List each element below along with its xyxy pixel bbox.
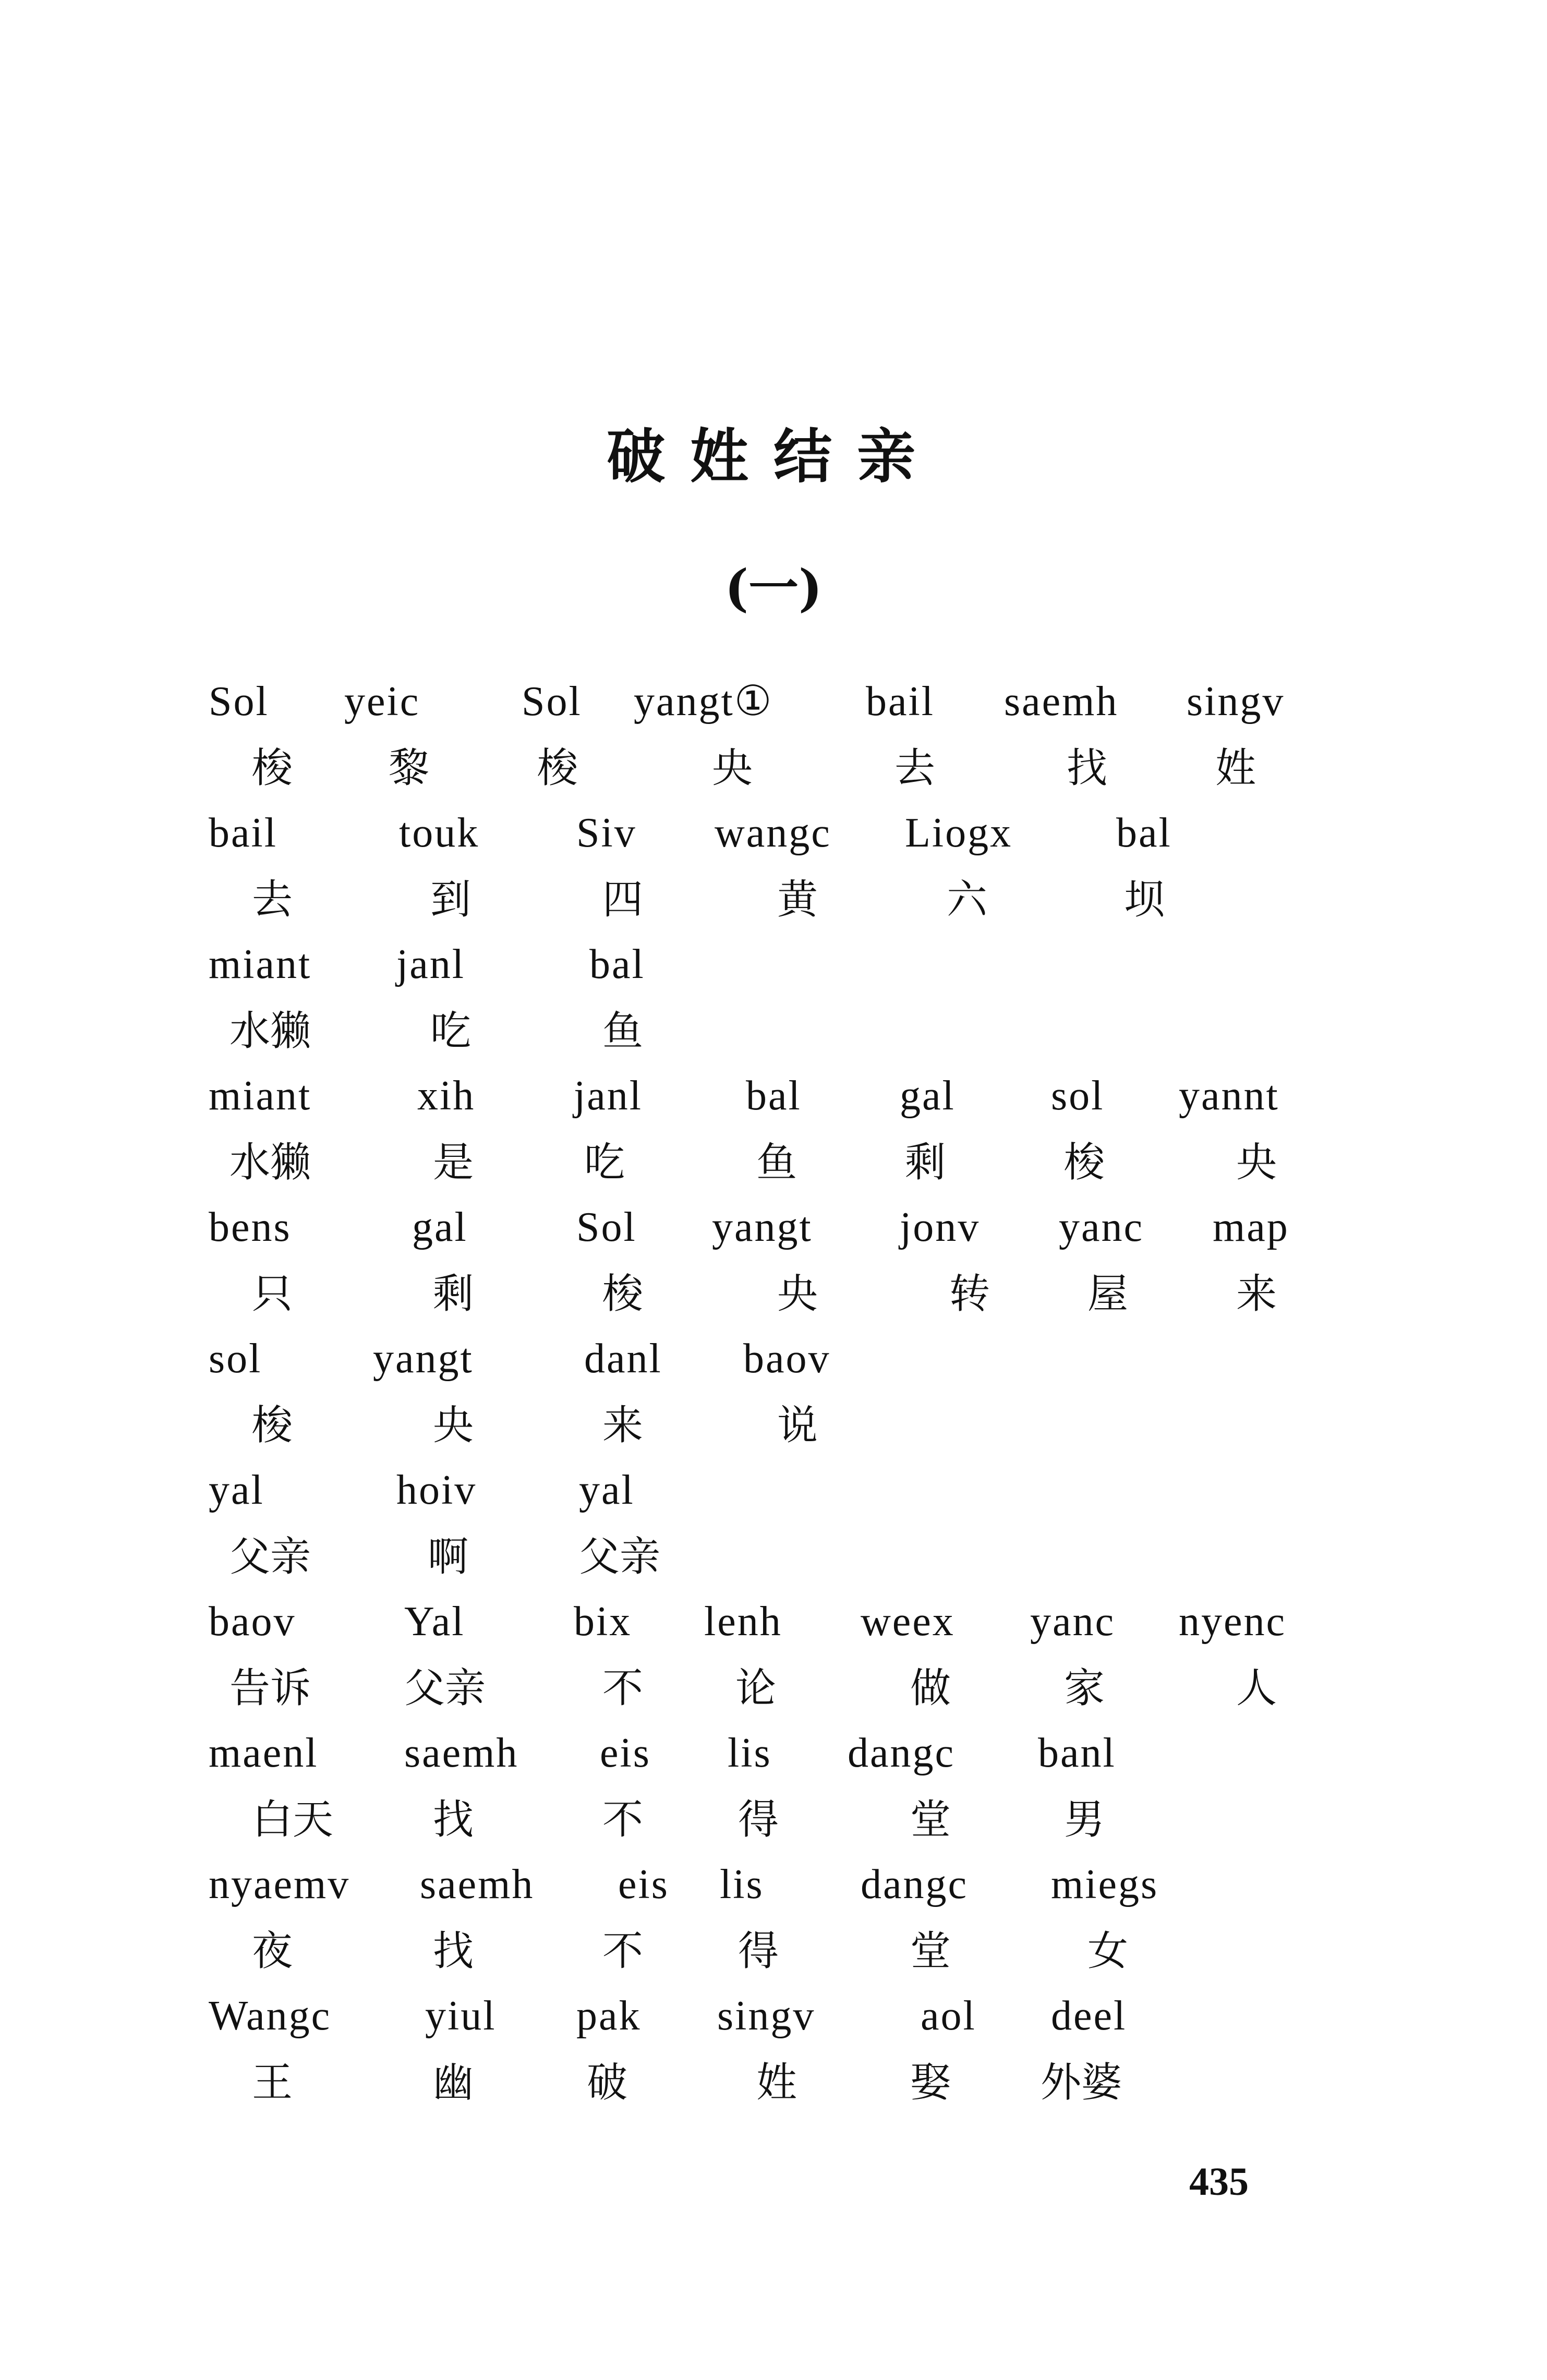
hanzi-gloss: 家 [1064, 1665, 1105, 1712]
latin-word: yangt① [634, 679, 774, 724]
hanzi-gloss: 不 [602, 1796, 644, 1843]
hanzi-gloss: 找 [1067, 745, 1108, 792]
latin-line [0, 1067, 1547, 1125]
hanzi-line [0, 1791, 1547, 1849]
hanzi-gloss: 黄 [777, 876, 818, 923]
page-number: 435 [1189, 2160, 1249, 2204]
hanzi-gloss: 王 [252, 2059, 293, 2106]
hanzi-gloss: 剩 [433, 1271, 474, 1318]
latin-word: yanc [1030, 1599, 1116, 1645]
hanzi-gloss: 梭 [1064, 1139, 1105, 1186]
latin-word: yiul [425, 1993, 497, 2039]
latin-word: yangt [712, 1204, 813, 1250]
latin-line [0, 1199, 1547, 1256]
hanzi-gloss: 堂 [910, 1928, 951, 1975]
latin-line [0, 1593, 1547, 1650]
latin-word: bal [746, 1073, 802, 1119]
hanzi-gloss: 找 [433, 1796, 474, 1843]
latin-word: dangc [848, 1730, 956, 1776]
latin-word: xih [417, 1073, 476, 1119]
latin-word: Yal [404, 1599, 465, 1645]
latin-word: pak [576, 1993, 642, 2039]
latin-word: miant [209, 941, 312, 987]
latin-word: baov [743, 1336, 831, 1382]
hanzi-line [0, 1265, 1547, 1323]
hanzi-line [0, 1002, 1547, 1060]
hanzi-gloss: 说 [777, 1402, 818, 1449]
latin-word: Wangc [209, 1993, 332, 2039]
hanzi-gloss: 人 [1236, 1665, 1277, 1712]
latin-word: hoiv [396, 1467, 477, 1513]
latin-word: yangt [373, 1336, 474, 1382]
hanzi-gloss: 不 [602, 1665, 644, 1712]
latin-word: miant [209, 1073, 312, 1119]
latin-word: saemh [420, 1862, 535, 1907]
latin-word: Siv [576, 810, 637, 856]
latin-word: Liogx [905, 810, 1013, 856]
section-number: (一) [724, 559, 823, 618]
hanzi-gloss: 来 [602, 1402, 644, 1449]
hanzi-gloss: 央 [1236, 1139, 1277, 1186]
hanzi-gloss: 鱼 [602, 1008, 644, 1055]
latin-word: bail [209, 810, 277, 856]
latin-line [0, 1987, 1547, 2045]
latin-word: dangc [861, 1862, 969, 1907]
latin-word: yal [209, 1467, 264, 1513]
hanzi-gloss: 白天 [252, 1796, 334, 1843]
latin-word: eis [600, 1730, 651, 1776]
hanzi-gloss: 外婆 [1041, 2059, 1122, 2106]
latin-word: gal [412, 1204, 468, 1250]
hanzi-gloss: 转 [949, 1271, 990, 1318]
hanzi-line [0, 1923, 1547, 1980]
latin-word: sol [209, 1336, 262, 1382]
latin-word: janl [574, 1073, 643, 1119]
hanzi-gloss: 梭 [602, 1271, 644, 1318]
hanzi-gloss: 梭 [537, 745, 578, 792]
latin-word: bix [574, 1599, 632, 1645]
hanzi-gloss: 论 [735, 1665, 777, 1712]
hanzi-gloss: 告诉 [229, 1665, 311, 1712]
hanzi-gloss: 父亲 [579, 1533, 661, 1580]
hanzi-line [0, 740, 1547, 797]
latin-word: bal [1116, 810, 1172, 856]
latin-word: lenh [704, 1599, 782, 1645]
latin-word: jonv [900, 1204, 981, 1250]
hanzi-gloss: 剩 [905, 1139, 946, 1186]
hanzi-gloss: 做 [910, 1665, 951, 1712]
hanzi-gloss: 得 [738, 1928, 779, 1975]
hanzi-gloss: 黎 [389, 745, 430, 792]
hanzi-gloss: 屋 [1087, 1271, 1129, 1318]
hanzi-gloss: 得 [738, 1796, 779, 1843]
latin-word: banl [1038, 1730, 1116, 1776]
latin-word: Sol [522, 679, 582, 724]
latin-word: singv [1187, 679, 1285, 724]
hanzi-gloss: 破 [587, 2059, 628, 2106]
hanzi-gloss: 去 [895, 745, 936, 792]
latin-word: singv [717, 1993, 816, 2039]
hanzi-gloss: 四 [602, 876, 644, 923]
hanzi-gloss: 只 [252, 1271, 293, 1318]
hanzi-gloss: 鱼 [756, 1139, 797, 1186]
hanzi-gloss: 是 [433, 1139, 474, 1186]
latin-word: sol [1051, 1073, 1105, 1119]
latin-word: eis [618, 1862, 669, 1907]
latin-word: bail [866, 679, 935, 724]
hanzi-gloss: 女 [1087, 1928, 1129, 1975]
hanzi-gloss: 姓 [1215, 745, 1256, 792]
hanzi-gloss: 父亲 [229, 1533, 311, 1580]
latin-word: saemh [404, 1730, 519, 1776]
hanzi-gloss: 夜 [252, 1928, 293, 1975]
latin-word: bal [589, 941, 645, 987]
latin-word: nyaemv [209, 1862, 351, 1907]
hanzi-gloss: 娶 [910, 2059, 951, 2106]
latin-word: gal [900, 1073, 956, 1119]
latin-word: lis [728, 1730, 772, 1776]
hanzi-gloss: 六 [947, 876, 988, 923]
hanzi-gloss: 水獭 [229, 1008, 311, 1055]
latin-word: wangc [715, 810, 831, 856]
latin-word: Sol [576, 1204, 637, 1250]
latin-word: maenl [209, 1730, 319, 1776]
latin-word: yal [579, 1467, 635, 1513]
hanzi-line [0, 2054, 1547, 2111]
hanzi-line [0, 1528, 1547, 1586]
latin-line [0, 673, 1547, 730]
page-title: 破姓结亲 [607, 423, 940, 491]
hanzi-gloss: 梭 [252, 745, 293, 792]
latin-word: miegs [1051, 1862, 1159, 1907]
latin-word: danl [584, 1336, 662, 1382]
hanzi-gloss: 姓 [756, 2059, 797, 2106]
latin-line [0, 936, 1547, 993]
hanzi-gloss: 梭 [252, 1402, 293, 1449]
latin-word: yannt [1179, 1073, 1279, 1119]
hanzi-gloss: 男 [1064, 1796, 1105, 1843]
latin-word: yanc [1059, 1204, 1144, 1250]
hanzi-gloss: 央 [433, 1402, 474, 1449]
hanzi-gloss: 幽 [433, 2059, 474, 2106]
latin-word: bens [209, 1204, 292, 1250]
hanzi-gloss: 到 [430, 876, 472, 923]
latin-word: nyenc [1179, 1599, 1287, 1645]
hanzi-gloss: 坝 [1124, 876, 1165, 923]
hanzi-line [0, 1660, 1547, 1717]
latin-word: lis [720, 1862, 764, 1907]
latin-word: Sol [209, 679, 269, 724]
latin-word: janl [396, 941, 465, 987]
latin-line [0, 1461, 1547, 1519]
hanzi-gloss: 父亲 [404, 1665, 486, 1712]
hanzi-gloss: 去 [252, 876, 293, 923]
latin-word: saemh [1004, 679, 1119, 724]
hanzi-line [0, 1397, 1547, 1454]
hanzi-gloss: 吃 [584, 1139, 625, 1186]
hanzi-gloss: 堂 [910, 1796, 951, 1843]
hanzi-line [0, 1134, 1547, 1191]
latin-line [0, 1330, 1547, 1387]
hanzi-gloss: 水獭 [229, 1139, 311, 1186]
hanzi-gloss: 吃 [430, 1008, 472, 1055]
latin-line [0, 1724, 1547, 1782]
latin-word: weex [861, 1599, 955, 1645]
latin-word: baov [209, 1599, 296, 1645]
latin-word: aol [921, 1993, 976, 2039]
hanzi-gloss: 不 [602, 1928, 644, 1975]
latin-word: yeic [344, 679, 420, 724]
hanzi-gloss: 央 [712, 745, 753, 792]
latin-word: map [1213, 1204, 1289, 1250]
latin-word: deel [1051, 1993, 1127, 2039]
hanzi-gloss: 来 [1236, 1271, 1277, 1318]
hanzi-gloss: 啊 [428, 1533, 469, 1580]
hanzi-gloss: 找 [433, 1928, 474, 1975]
hanzi-gloss: 央 [777, 1271, 818, 1318]
hanzi-line [0, 871, 1547, 928]
latin-line [0, 804, 1547, 862]
latin-line [0, 1856, 1547, 1913]
latin-word: touk [399, 810, 480, 856]
